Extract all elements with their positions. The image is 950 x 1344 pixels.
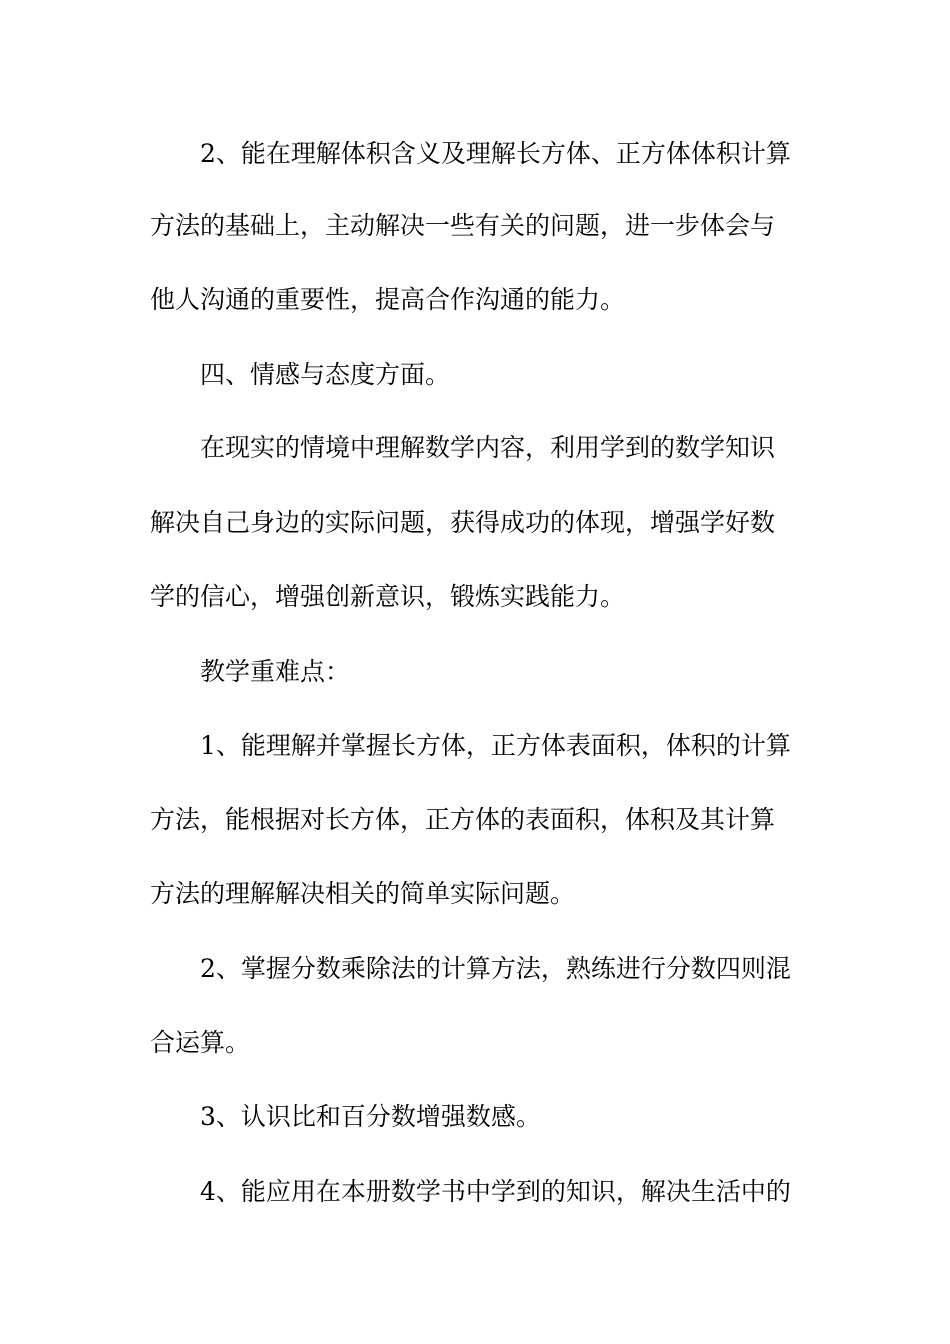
text-line: 方法的理解解决相关的简单实际问题。 <box>150 879 576 908</box>
text-line: 1、能理解并掌握长方体，正方体表面积，体积的计算 <box>200 731 791 760</box>
text-line: 解决自己身边的实际问题，获得成功的体现，增强学好数 <box>150 508 776 537</box>
text-line: 合运算。 <box>150 1028 251 1057</box>
text-line: 他人沟通的重要性，提高合作沟通的能力。 <box>150 285 626 314</box>
text-line: 方法的基础上，主动解决一些有关的问题，进一步体会与 <box>150 211 776 240</box>
text-line: 方法，能根据对长方体，正方体的表面积，体积及其计算 <box>150 805 776 834</box>
section-heading: 教学重难点： <box>200 657 351 686</box>
text-line: 在现实的情境中理解数学内容，利用学到的数学知识 <box>200 433 776 462</box>
text-line: 2、掌握分数乘除法的计算方法，熟练进行分数四则混 <box>200 954 791 983</box>
text-line: 4、能应用在本册数学书中学到的知识，解决生活中的 <box>200 1177 791 1206</box>
section-heading: 四、情感与态度方面。 <box>200 360 451 389</box>
text-line: 3、认识比和百分数增强数感。 <box>200 1102 541 1131</box>
text-line: 2、能在理解体积含义及理解长方体、正方体体积计算 <box>200 139 791 168</box>
text-line: 学的信心，增强创新意识，锻炼实践能力。 <box>150 582 626 611</box>
